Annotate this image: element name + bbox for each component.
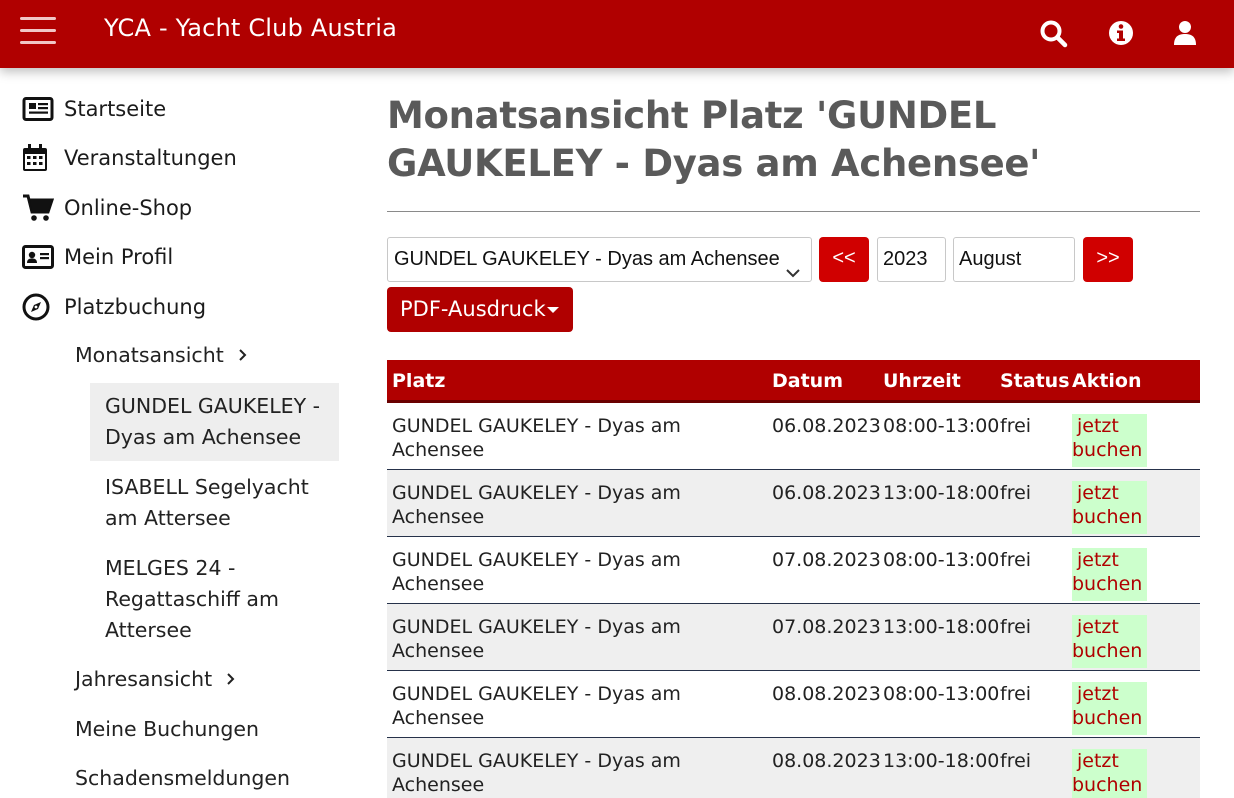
sidebar-item-meine-buchungen[interactable]: Meine Buchungen: [75, 717, 260, 741]
cell-uhrzeit: 13:00-18:00: [883, 616, 1000, 638]
chevron-right-icon: [238, 343, 248, 367]
month-input[interactable]: [953, 237, 1075, 282]
cell-platz: GUNDEL GAUKELEY - Dyas am Achensee: [392, 616, 681, 662]
table-header: [387, 360, 1200, 403]
sidebar-item-startseite[interactable]: [22, 89, 166, 129]
col-header-platz: Platz: [392, 370, 446, 392]
book-now-link[interactable]: [1072, 615, 1147, 668]
sidebar-boat-melges[interactable]: MELGES 24 - Regattaschiff am Attersee: [105, 556, 279, 642]
cell-platz: GUNDEL GAUKELEY - Dyas am Achensee: [392, 549, 681, 595]
newspaper-icon: [22, 94, 56, 124]
book-now-line1: jetzt: [1077, 415, 1119, 437]
cell-platz: GUNDEL GAUKELEY - Dyas am Achensee: [392, 415, 681, 461]
cell-datum: 08.08.2023: [772, 683, 881, 705]
caret-down-icon: [547, 307, 559, 313]
book-now-link[interactable]: [1072, 682, 1147, 735]
sidebar-item-label: Online-Shop: [64, 196, 193, 220]
sidebar-item-label: Jahresansicht: [75, 667, 213, 691]
brand-title[interactable]: YCA - Yacht Club Austria: [104, 14, 398, 42]
cell-datum: 07.08.2023: [772, 616, 881, 638]
cell-platz: GUNDEL GAUKELEY - Dyas am Achensee: [392, 482, 681, 528]
sidebar-item-mein-profil[interactable]: [22, 237, 173, 277]
book-now-line2: buchen: [1072, 506, 1143, 528]
chevron-right-icon: [226, 667, 236, 691]
top-navbar: [0, 0, 1234, 68]
book-now-line2: buchen: [1072, 707, 1143, 729]
table-row: [387, 403, 1200, 470]
sidebar-item-platzbuchung[interactable]: [22, 287, 206, 327]
cell-aktion: [1072, 615, 1147, 668]
book-now-line2: buchen: [1072, 774, 1143, 796]
boat-select[interactable]: [387, 237, 812, 282]
book-now-line1: jetzt: [1077, 750, 1119, 772]
book-now-line2: buchen: [1072, 640, 1143, 662]
cell-status: frei: [1000, 750, 1032, 772]
compass-icon: [22, 292, 56, 322]
table-row: [387, 738, 1200, 798]
table-row: [387, 671, 1200, 738]
sidebar-item-monatsansicht[interactable]: [75, 343, 248, 367]
prev-month-button[interactable]: <<: [819, 237, 869, 282]
cell-aktion: [1072, 749, 1147, 798]
book-now-link[interactable]: [1072, 414, 1147, 467]
cell-aktion: [1072, 682, 1147, 735]
table-row: [387, 537, 1200, 604]
user-icon[interactable]: [1170, 18, 1202, 50]
cart-icon: [22, 193, 56, 223]
cell-platz: GUNDEL GAUKELEY - Dyas am Achensee: [392, 750, 681, 796]
table-row: [387, 470, 1200, 537]
book-now-line1: jetzt: [1077, 482, 1119, 504]
col-header-aktion: Aktion: [1072, 370, 1142, 392]
menu-icon[interactable]: [20, 17, 56, 45]
cell-aktion: [1072, 548, 1147, 601]
info-icon[interactable]: [1106, 18, 1138, 50]
search-icon[interactable]: [1038, 18, 1070, 50]
book-now-line1: jetzt: [1077, 683, 1119, 705]
year-input[interactable]: [877, 237, 946, 282]
sidebar-boat-gundel[interactable]: GUNDEL GAUKELEY - Dyas am Achensee: [90, 383, 339, 461]
cell-uhrzeit: 08:00-13:00: [883, 415, 1000, 437]
sidebar-item-label: Veranstaltungen: [64, 146, 237, 170]
col-header-datum: Datum: [772, 370, 843, 392]
sidebar-item-veranstaltungen[interactable]: [22, 138, 237, 178]
sidebar-item-label: Monatsansicht: [75, 343, 224, 367]
col-header-status: Status: [1000, 370, 1070, 392]
cell-uhrzeit: 13:00-18:00: [883, 750, 1000, 772]
booking-table: [387, 360, 1200, 798]
next-month-button[interactable]: >>: [1083, 237, 1133, 282]
cell-datum: 07.08.2023: [772, 549, 881, 571]
cell-uhrzeit: 13:00-18:00: [883, 482, 1000, 504]
cell-status: frei: [1000, 415, 1032, 437]
cell-status: frei: [1000, 683, 1032, 705]
sidebar-item-online-shop[interactable]: [22, 188, 192, 228]
sidebar-boat-isabell[interactable]: ISABELL Segelyacht am Attersee: [105, 475, 309, 530]
sidebar-item-jahresansicht[interactable]: [75, 667, 236, 691]
cell-datum: 06.08.2023: [772, 415, 881, 437]
boat-select-value: GUNDEL GAUKELEY - Dyas am Achensee: [394, 248, 780, 270]
calendar-icon: [22, 143, 56, 173]
book-now-line2: buchen: [1072, 439, 1143, 461]
id-card-icon: [22, 242, 56, 272]
book-now-link[interactable]: [1072, 749, 1147, 798]
col-header-uhrzeit: Uhrzeit: [883, 370, 961, 392]
cell-uhrzeit: 08:00-13:00: [883, 683, 1000, 705]
book-now-link[interactable]: [1072, 548, 1147, 601]
page-title: Monatsansicht Platz 'GUNDEL GAUKELEY - Dyas am Achensee': [387, 94, 1041, 185]
pdf-print-button[interactable]: [387, 287, 573, 332]
cell-status: frei: [1000, 482, 1032, 504]
cell-aktion: [1072, 414, 1147, 467]
table-row: [387, 604, 1200, 671]
sidebar-item-label: Platzbuchung: [64, 295, 207, 319]
title-divider: [387, 211, 1200, 212]
sidebar-item-schadensmeldungen[interactable]: Schadensmeldungen: [75, 766, 291, 790]
cell-aktion: [1072, 481, 1147, 534]
pdf-print-label: PDF-Ausdruck: [400, 297, 546, 321]
sidebar-item-label: Startseite: [64, 97, 167, 121]
book-now-line1: jetzt: [1077, 616, 1119, 638]
cell-datum: 06.08.2023: [772, 482, 881, 504]
sidebar-item-label: Mein Profil: [64, 245, 174, 269]
cell-status: frei: [1000, 616, 1032, 638]
book-now-line2: buchen: [1072, 573, 1143, 595]
book-now-link[interactable]: [1072, 481, 1147, 534]
cell-platz: GUNDEL GAUKELEY - Dyas am Achensee: [392, 683, 681, 729]
cell-status: frei: [1000, 549, 1032, 571]
chevron-down-icon: [785, 252, 801, 282]
book-now-line1: jetzt: [1077, 549, 1119, 571]
cell-uhrzeit: 08:00-13:00: [883, 549, 1000, 571]
cell-datum: 08.08.2023: [772, 750, 881, 772]
